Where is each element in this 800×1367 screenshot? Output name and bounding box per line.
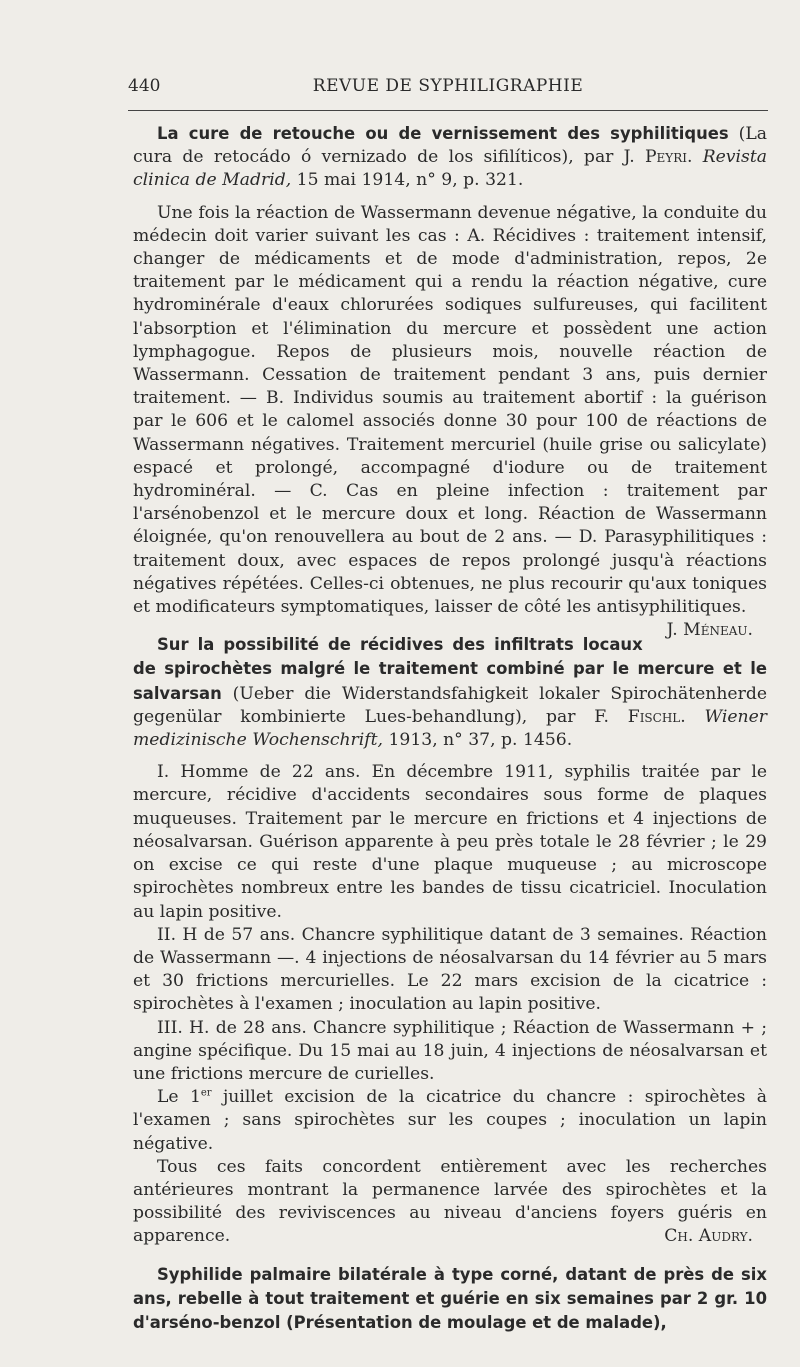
article1-heading: [133, 122, 767, 193]
journal-title: REVUE DE SYPHILIGRAPHIE: [312, 76, 584, 96]
article2-conclusion: Tous ces faits concordent entièrement avec les recherches antérieures montrant la permanence larvée des spirochètes et la possibilité des reviviscences au niveau d'anciens foyers guéris en apparence.: [133, 1156, 767, 1247]
header-rule: [128, 110, 768, 111]
article2-citation: 1913, n° 37, p. 1456.: [382, 730, 573, 751]
article2-signature: Ch. Audry.: [664, 1226, 753, 1247]
running-header: [128, 76, 768, 98]
article3-heading: [133, 1263, 767, 1336]
article2-case1: I. Homme de 22 ans. En décembre 1911, syphilis traitée par le mercure, récidive d'accidents secondaires sous forme de plaques muqueuses. Traitement par le mercure en frictions et 4 injections de néosalvarsan. Guérison apparente à peu près totale le 28 février ; le 29 on excise ce qui reste d'une plaque muqueuse ; au microscope spirochètes nombreux entre les bandes de tissu cicatriciel. Inoculation au lapin positive.: [133, 762, 767, 922]
article2-orig-title: (Ueber die Widerstandsfahigkeit lokaler Spirochätenherde gegenülar kombinierte Lues-behandlung), par: [133, 683, 767, 727]
article3-title: Syphilide palmaire bilatérale à type corné, datant de près de six ans, rebelle à tout traitement et guérie en six semaines par 2 gr. 10 d'arséno-benzol (Présentation de moulage et de malade),: [133, 1264, 767, 1332]
article-column: [133, 122, 767, 1335]
article1-paragraph: [133, 202, 767, 641]
article2-conclusion-paragraph: [133, 1156, 767, 1249]
article2-source: Wiener medizinische Wochenschrift,: [133, 706, 768, 751]
case3b-sup: er: [200, 1087, 212, 1099]
article1-body: Une fois la réaction de Wassermann devenue négative, la conduite du médecin doit varier suivant les cas : A. Récidives : traitement intensif, changer de médicaments et de mode d'administration, repos, 2e traitement par le médicament qui a rendu la réaction négative, cure hydrominérale d'eaux chlorurées sodiques sulfureuses, qui facilitent l'absorption et l'élimination du mercure et possèdent une action lymphagogue. Repos de plusieurs mois, nouvelle réaction de Wassermann. Cessation de traitement pendant 3 ans, puis dernier traitement. — B. Individus soumis au traitement abortif : la guérison par le 606 et le calomel associés donne 30 pour 100 de réactions de Wassermann négatives. Traitement mercuriel (huile grise ou salicylate) espacé et prolongé, accompagné d'iodure ou de traitement hydrominéral. — C. Cas en pleine infection : traitement par l'arsénobenzol et le mercure doux et long. Réaction de Wassermann éloignée, qu'on renouvellera au bout de 2 ans. — D. Parasyphilitiques : traitement doux, avec espaces de repos prolongé jusqu'à réactions négatives répétées. Celles-ci obtenues, ne plus recourir qu'aux toniques et modificateurs symptomatiques, laisser de côté les antisyphilitiques.: [133, 202, 767, 618]
article2-case2: II. H de 57 ans. Chancre syphilitique datant de 3 semaines. Réaction de Wassermann —. 4 injections de néosalvarsan du 14 février au 5 mars et 30 frictions mercurielles. Le 22 mars excision de la cicatrice : spirochètes à l'examen ; inoculation au lapin positive.: [133, 924, 767, 1015]
article2-author: F. Fischl.: [594, 706, 686, 727]
article1-title: La cure de retouche ou de vernissement des syphilitiques: [157, 124, 729, 143]
page-number: 440: [128, 76, 161, 96]
article1-source: Revista clinica de Madrid,: [133, 147, 767, 191]
case3b-rest: juillet excision de la cicatrice du chancre : spirochètes à l'examen ; sans spirochètes sur les coupes ; inoculation un lapin négative.: [133, 1087, 767, 1154]
article1-citation: 15 mai 1914, n° 9, p. 321.: [291, 170, 524, 191]
article1-author: J. Peyri.: [623, 147, 693, 168]
article2-case3-followup: [133, 1086, 767, 1156]
article1-orig-title: (La cura de retocádo ó vernizado de los sifilíticos), par: [133, 124, 767, 168]
article2-case3: III. H. de 28 ans. Chancre syphilitique ; Réaction de Wassermann + ; angine spécifique. Du 15 mai au 18 juin, 4 injections de néosalvarsan et une frictions mercure de curielles.: [133, 1017, 767, 1084]
article2-heading: [133, 633, 767, 752]
article2-title: Sur la possibilité de récidives des infiltrats locaux de spirochètes malgré le traitement combiné par le mercure et le salvarsan: [133, 635, 767, 703]
article1-signature: J. Méneau.: [666, 620, 753, 641]
case3b-prefix: Le 1: [157, 1087, 201, 1108]
